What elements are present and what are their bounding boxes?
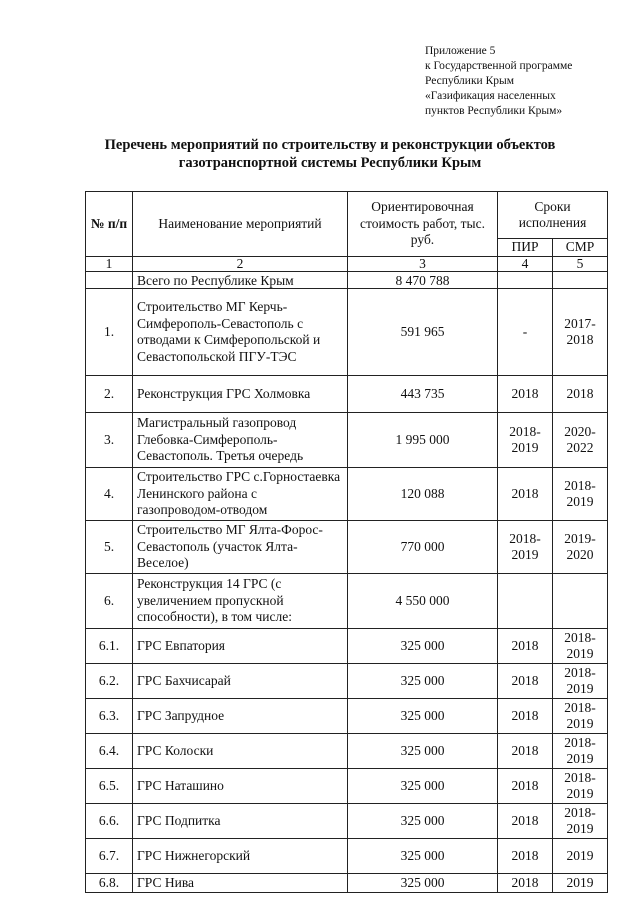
row-number: 1. — [86, 289, 133, 376]
row-smr: 2019-2020 — [553, 521, 608, 574]
row-name: ГРС Подпитка — [133, 804, 348, 839]
row-number: 6.8. — [86, 874, 133, 893]
row-smr: 2017-2018 — [553, 289, 608, 376]
row-cost: 591 965 — [348, 289, 498, 376]
column-number-row — [86, 257, 608, 272]
total-cost: 8 470 788 — [348, 272, 498, 289]
row-smr: 2018-2019 — [553, 769, 608, 804]
row-number: 6.1. — [86, 629, 133, 664]
row-pir: 2018 — [498, 839, 553, 874]
row-pir: 2018 — [498, 629, 553, 664]
column-number: 3 — [348, 257, 498, 272]
row-cost: 120 088 — [348, 468, 498, 521]
row-number: 6.7. — [86, 839, 133, 874]
header-terms: Сроки исполнения — [498, 192, 608, 239]
row-smr: 2019 — [553, 839, 608, 874]
row-cost: 770 000 — [348, 521, 498, 574]
table-row — [86, 699, 608, 734]
column-number: 1 — [86, 257, 133, 272]
table-row — [86, 839, 608, 874]
appendix-line: Приложение 5 — [425, 45, 496, 57]
row-pir: 2018 — [498, 804, 553, 839]
appendix-line: «Газификация населенных — [425, 90, 556, 102]
header-cost: Ориентировочная стоимость работ, тыс. руб. — [348, 192, 498, 257]
row-pir: 2018 — [498, 874, 553, 893]
row-number: 6.5. — [86, 769, 133, 804]
row-pir: 2018 — [498, 769, 553, 804]
appendix-note — [425, 44, 625, 119]
row-smr: 2019 — [553, 874, 608, 893]
header-num: № п/п — [86, 192, 133, 257]
row-name: ГРС Колоски — [133, 734, 348, 769]
row-pir: 2018 — [498, 699, 553, 734]
table-row — [86, 734, 608, 769]
table-row — [86, 804, 608, 839]
row-smr: 2020-2022 — [553, 413, 608, 468]
row-smr: 2018 — [553, 376, 608, 413]
table-row — [86, 664, 608, 699]
row-name: ГРС Запрудное — [133, 699, 348, 734]
table-row — [86, 521, 608, 574]
table-row — [86, 413, 608, 468]
row-number: 6.6. — [86, 804, 133, 839]
appendix-line: к Государственной программе — [425, 60, 573, 72]
row-cost: 443 735 — [348, 376, 498, 413]
row-cost: 325 000 — [348, 629, 498, 664]
total-row — [86, 272, 608, 289]
row-name: Строительство МГ Ялта-Форос-Севастополь (участок Ялта-Веселое) — [133, 521, 348, 574]
table-row — [86, 769, 608, 804]
title-line-2: газотранспортной системы Республики Крым — [178, 155, 482, 171]
table-row — [86, 376, 608, 413]
table-row — [86, 574, 608, 629]
table-row — [86, 874, 608, 893]
title-line-1: Перечень мероприятий по строительству и реконструкции объектов — [104, 137, 556, 153]
row-name: ГРС Нива — [133, 874, 348, 893]
header-name: Наименование мероприятий — [133, 192, 348, 257]
row-cost: 325 000 — [348, 839, 498, 874]
table-row — [86, 289, 608, 376]
row-smr — [553, 574, 608, 629]
row-cost: 325 000 — [348, 699, 498, 734]
row-cost: 325 000 — [348, 664, 498, 699]
row-smr: 2018-2019 — [553, 804, 608, 839]
row-pir: - — [498, 289, 553, 376]
row-pir: 2018-2019 — [498, 521, 553, 574]
row-smr: 2018-2019 — [553, 629, 608, 664]
row-number: 4. — [86, 468, 133, 521]
total-pir-cell — [498, 272, 553, 289]
row-name: ГРС Евпатория — [133, 629, 348, 664]
row-cost: 325 000 — [348, 769, 498, 804]
total-label: Всего по Республике Крым — [133, 272, 348, 289]
row-cost: 325 000 — [348, 804, 498, 839]
row-pir: 2018 — [498, 664, 553, 699]
row-smr: 2018-2019 — [553, 468, 608, 521]
row-cost: 325 000 — [348, 734, 498, 769]
column-number: 5 — [553, 257, 608, 272]
row-number: 5. — [86, 521, 133, 574]
row-smr: 2018-2019 — [553, 664, 608, 699]
column-number: 2 — [133, 257, 348, 272]
row-pir — [498, 574, 553, 629]
row-name: Магистральный газопровод Глебовка-Симферополь-Севастополь. Третья очередь — [133, 413, 348, 468]
row-pir: 2018 — [498, 376, 553, 413]
row-number: 6.4. — [86, 734, 133, 769]
document-title — [60, 136, 600, 172]
row-pir: 2018 — [498, 468, 553, 521]
row-number: 3. — [86, 413, 133, 468]
table-row — [86, 629, 608, 664]
row-name: ГРС Наташино — [133, 769, 348, 804]
row-smr: 2018-2019 — [553, 734, 608, 769]
row-name: ГРС Бахчисарай — [133, 664, 348, 699]
row-cost: 325 000 — [348, 874, 498, 893]
appendix-line: Республики Крым — [425, 75, 514, 87]
row-number: 6. — [86, 574, 133, 629]
appendix-line: пунктов Республики Крым» — [425, 105, 563, 117]
row-cost: 4 550 000 — [348, 574, 498, 629]
table-row — [86, 468, 608, 521]
row-name: Строительство ГРС с.Горностаевка Ленинского района с газопроводом-отводом — [133, 468, 348, 521]
header-row — [86, 192, 608, 239]
total-smr-cell — [553, 272, 608, 289]
row-number: 6.3. — [86, 699, 133, 734]
column-number: 4 — [498, 257, 553, 272]
header-smr: СМР — [553, 239, 608, 257]
row-name: Реконструкция 14 ГРС (с увеличением пропускной способности), в том числе: — [133, 574, 348, 629]
row-cost: 1 995 000 — [348, 413, 498, 468]
row-name: Строительство МГ Керчь-Симферополь-Севастополь с отводами к Симферопольской и Севастопольской ПГУ-ТЭС — [133, 289, 348, 376]
row-pir: 2018 — [498, 734, 553, 769]
row-pir: 2018-2019 — [498, 413, 553, 468]
row-smr: 2018-2019 — [553, 699, 608, 734]
row-number: 2. — [86, 376, 133, 413]
row-name: Реконструкция ГРС Холмовка — [133, 376, 348, 413]
row-name: ГРС Нижнегорский — [133, 839, 348, 874]
measures-table — [85, 191, 608, 893]
row-number: 6.2. — [86, 664, 133, 699]
total-num-cell — [86, 272, 133, 289]
header-pir: ПИР — [498, 239, 553, 257]
